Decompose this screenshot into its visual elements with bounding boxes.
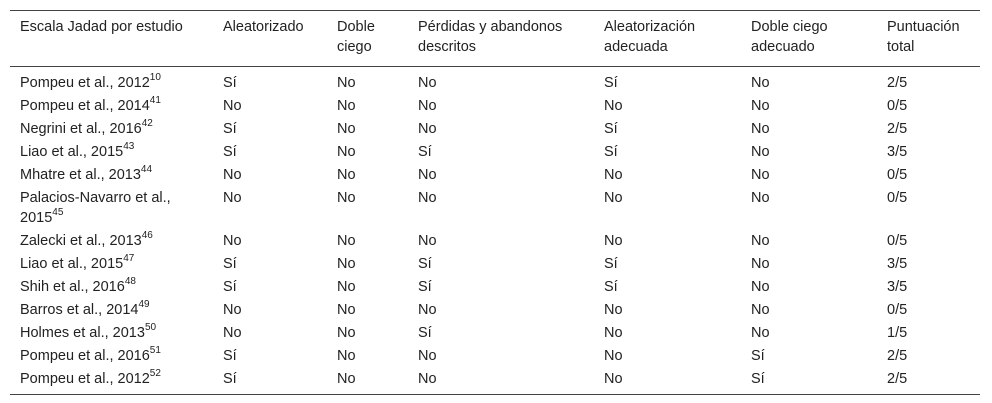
reference-number: 46 (141, 230, 153, 242)
total-score-cell: 0/5 (887, 233, 908, 249)
adequate-double-blind-cell: No (751, 279, 770, 295)
study-cell (10, 345, 213, 368)
randomized-cell: Sí (223, 279, 237, 295)
double-blind-cell: No (337, 325, 356, 341)
study-name: Barros et al., 2014 (20, 302, 139, 318)
adequate-randomization-cell: No (604, 302, 623, 318)
study-name: Holmes et al., 2013 (20, 325, 145, 341)
double-blind-cell: No (337, 98, 356, 114)
reference-number: 48 (124, 276, 136, 288)
study-name: Shih et al., 2016 (20, 279, 125, 295)
double-blind-cell: No (337, 371, 356, 387)
randomized-cell: Sí (223, 121, 237, 137)
study-name: Liao et al., 2015 (20, 256, 124, 272)
reference-number: 44 (140, 164, 153, 176)
randomized-cell: Sí (223, 256, 237, 272)
study-name: Pompeu et al., 2012 (20, 75, 150, 91)
double-blind-cell: No (337, 121, 356, 137)
total-score-cell: 2/5 (887, 348, 908, 364)
adequate-randomization-cell: No (604, 371, 623, 387)
study-cell (10, 322, 213, 345)
withdrawals-cell: No (418, 190, 437, 206)
study-name: Negrini et al., 2016 (20, 121, 142, 137)
reference-number: 42 (141, 118, 153, 130)
adequate-double-blind-cell: No (751, 302, 770, 318)
withdrawals-cell: No (418, 233, 437, 249)
study-cell (10, 299, 213, 322)
double-blind-cell: No (337, 75, 356, 91)
adequate-randomization-cell: No (604, 233, 623, 249)
adequate-double-blind-cell: No (751, 325, 770, 341)
study-cell (10, 230, 213, 253)
adequate-double-blind-cell: Sí (751, 371, 765, 387)
jadad-table-container (10, 10, 980, 395)
double-blind-cell: No (337, 279, 356, 295)
total-score-cell: 2/5 (887, 75, 908, 91)
header-withdrawals: Pérdidas y abandonos descritos (418, 19, 563, 55)
total-score-cell: 0/5 (887, 98, 908, 114)
adequate-randomization-cell: No (604, 348, 623, 364)
header-adequate-randomization: Aleatorización adecuada (604, 19, 696, 55)
table-row (10, 230, 980, 253)
randomized-cell: Sí (223, 144, 237, 160)
randomized-cell: Sí (223, 371, 237, 387)
randomized-cell: No (223, 302, 242, 318)
adequate-randomization-cell: Sí (604, 279, 618, 295)
study-cell (10, 141, 213, 164)
double-blind-cell: No (337, 167, 356, 183)
table-header (10, 11, 980, 67)
table-row (10, 253, 980, 276)
reference-number: 47 (123, 253, 135, 265)
table-row (10, 187, 980, 230)
study-cell (10, 67, 213, 96)
total-score-cell: 0/5 (887, 302, 908, 318)
adequate-double-blind-cell: No (751, 190, 770, 206)
table-row (10, 299, 980, 322)
study-cell (10, 164, 213, 187)
total-score-cell: 3/5 (887, 144, 908, 160)
adequate-randomization-cell: Sí (604, 144, 618, 160)
study-cell (10, 187, 213, 230)
table-row (10, 345, 980, 368)
table-row (10, 95, 980, 118)
withdrawals-cell: No (418, 348, 437, 364)
double-blind-cell: No (337, 233, 356, 249)
total-score-cell: 0/5 (887, 190, 908, 206)
withdrawals-cell: No (418, 98, 437, 114)
reference-number: 43 (123, 141, 135, 153)
study-name: Pompeu et al., 2012 (20, 371, 150, 387)
double-blind-cell: No (337, 144, 356, 160)
withdrawals-cell: Sí (418, 279, 432, 295)
reference-number: 51 (149, 345, 161, 357)
study-name: Mhatre et al., 2013 (20, 167, 141, 183)
jadad-scale-table (10, 10, 980, 395)
reference-number: 41 (149, 95, 161, 107)
table-row (10, 118, 980, 141)
reference-number: 52 (149, 368, 161, 380)
adequate-double-blind-cell: No (751, 256, 770, 272)
randomized-cell: No (223, 98, 242, 114)
adequate-randomization-cell: No (604, 325, 623, 341)
adequate-double-blind-cell: No (751, 144, 770, 160)
withdrawals-cell: Sí (418, 256, 432, 272)
total-score-cell: 2/5 (887, 121, 908, 137)
table-row (10, 164, 980, 187)
withdrawals-cell: Sí (418, 325, 432, 341)
adequate-randomization-cell: Sí (604, 75, 618, 91)
adequate-double-blind-cell: No (751, 167, 770, 183)
randomized-cell: No (223, 233, 242, 249)
withdrawals-cell: No (418, 121, 437, 137)
total-score-cell: 0/5 (887, 167, 908, 183)
study-name: Zalecki et al., 2013 (20, 233, 142, 249)
total-score-cell: 3/5 (887, 256, 908, 272)
study-cell (10, 95, 213, 118)
study-cell (10, 276, 213, 299)
reference-number: 50 (144, 322, 157, 334)
withdrawals-cell: No (418, 371, 437, 387)
total-score-cell: 3/5 (887, 279, 908, 295)
total-score-cell: 2/5 (887, 371, 908, 387)
header-randomized: Aleatorizado (223, 19, 304, 35)
study-name: Pompeu et al., 2016 (20, 348, 150, 364)
header-adequate-double-blind: Doble ciego adecuado (751, 19, 828, 55)
adequate-double-blind-cell: No (751, 233, 770, 249)
adequate-double-blind-cell: No (751, 121, 770, 137)
adequate-double-blind-cell: No (751, 75, 770, 91)
study-name: Liao et al., 2015 (20, 144, 124, 160)
double-blind-cell: No (337, 302, 356, 318)
header-double-blind: Doble ciego (337, 19, 375, 55)
withdrawals-cell: Sí (418, 144, 432, 160)
table-row (10, 67, 980, 96)
table-body (10, 67, 980, 395)
adequate-randomization-cell: Sí (604, 256, 618, 272)
withdrawals-cell: No (418, 75, 437, 91)
withdrawals-cell: No (418, 167, 437, 183)
double-blind-cell: No (337, 256, 356, 272)
adequate-randomization-cell: No (604, 190, 623, 206)
header-study: Escala Jadad por estudio (20, 19, 183, 35)
header-total-score: Puntuación total (887, 19, 960, 55)
randomized-cell: No (223, 167, 242, 183)
study-cell (10, 118, 213, 141)
study-cell (10, 368, 213, 395)
randomized-cell: Sí (223, 75, 237, 91)
table-row (10, 322, 980, 345)
randomized-cell: No (223, 190, 242, 206)
adequate-randomization-cell: No (604, 167, 623, 183)
table-row (10, 141, 980, 164)
adequate-randomization-cell: Sí (604, 121, 618, 137)
double-blind-cell: No (337, 190, 356, 206)
reference-number: 49 (138, 299, 150, 311)
study-name: Palacios-Navarro et al., 2015 (20, 190, 171, 226)
study-name: Pompeu et al., 2014 (20, 98, 150, 114)
double-blind-cell: No (337, 348, 356, 364)
table-row (10, 276, 980, 299)
reference-number: 10 (149, 72, 161, 84)
randomized-cell: Sí (223, 348, 237, 364)
randomized-cell: No (223, 325, 242, 341)
withdrawals-cell: No (418, 302, 437, 318)
table-row (10, 368, 980, 395)
study-cell (10, 253, 213, 276)
adequate-double-blind-cell: Sí (751, 348, 765, 364)
adequate-randomization-cell: No (604, 98, 623, 114)
reference-number: 45 (52, 207, 64, 219)
total-score-cell: 1/5 (887, 325, 908, 341)
adequate-double-blind-cell: No (751, 98, 770, 114)
header-row (10, 11, 980, 67)
